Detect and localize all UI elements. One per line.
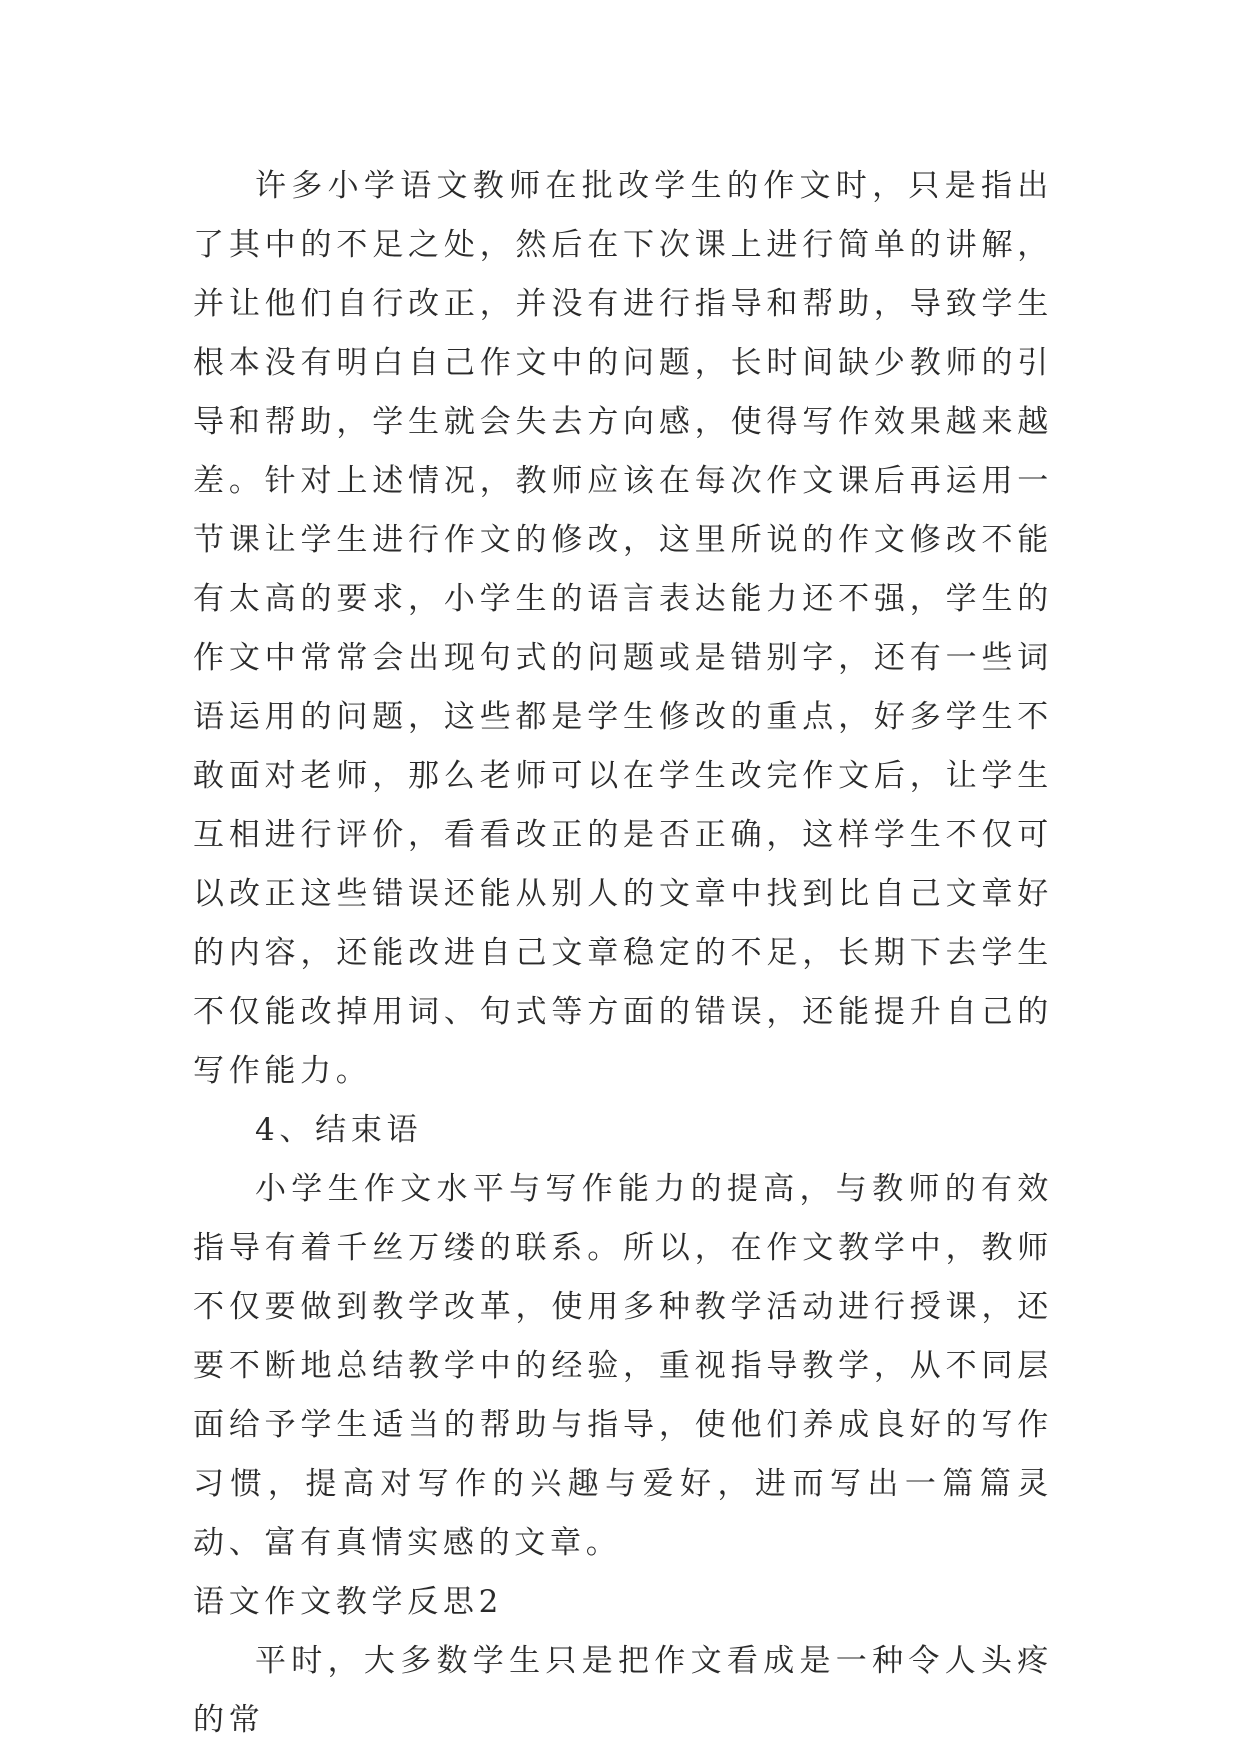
- document-body: [193, 157, 1053, 1750]
- article-title-reflection-2: 语文作文教学反思2: [193, 1584, 504, 1620]
- paragraph-conclusion: 小学生作文水平与写作能力的提高，与教师的有效指导有着千丝万缕的联系。所以，在作文教学中，教师不仅要做到教学改革，使用多种教学活动进行授课，还要不断地总结教学中的经验，重视指导教学，从不同层面给予学生适当的帮助与指导，使他们养成良好的写作习惯，提高对写作的兴趣与爱好，进而写出一篇篇灵动、富有真情实感的文章。: [193, 1171, 1053, 1561]
- paragraph-reflection-start: 平时，大多数学生只是把作文看成是一种令人头疼的常: [193, 1643, 1053, 1738]
- section-heading-conclusion: 4、结束语: [255, 1112, 423, 1148]
- paragraph-revision-guidance: 许多小学语文教师在批改学生的作文时，只是指出了其中的不足之处，然后在下次课上进行简单的讲解，并让他们自行改正，并没有进行指导和帮助，导致学生根本没有明白自己作文中的问题，长时间缺少教师的引导和帮助，学生就会失去方向感，使得写作效果越来越差。针对上述情况，教师应该在每次作文课后再运用一节课让学生进行作文的修改，这里所说的作文修改不能有太高的要求，小学生的语言表达能力还不强，学生的作文中常常会出现句式的问题或是错别字，还有一些词语运用的问题，这些都是学生修改的重点，好多学生不敢面对老师，那么老师可以在学生改完作文后，让学生互相进行评价，看看改正的是否正确，这样学生不仅可以改正这些错误还能从别人的文章中找到比自己文章好的内容，还能改进自己文章稳定的不足，长期下去学生不仅能改掉用词、句式等方面的错误，还能提升自己的写作能力。: [193, 168, 1053, 1089]
